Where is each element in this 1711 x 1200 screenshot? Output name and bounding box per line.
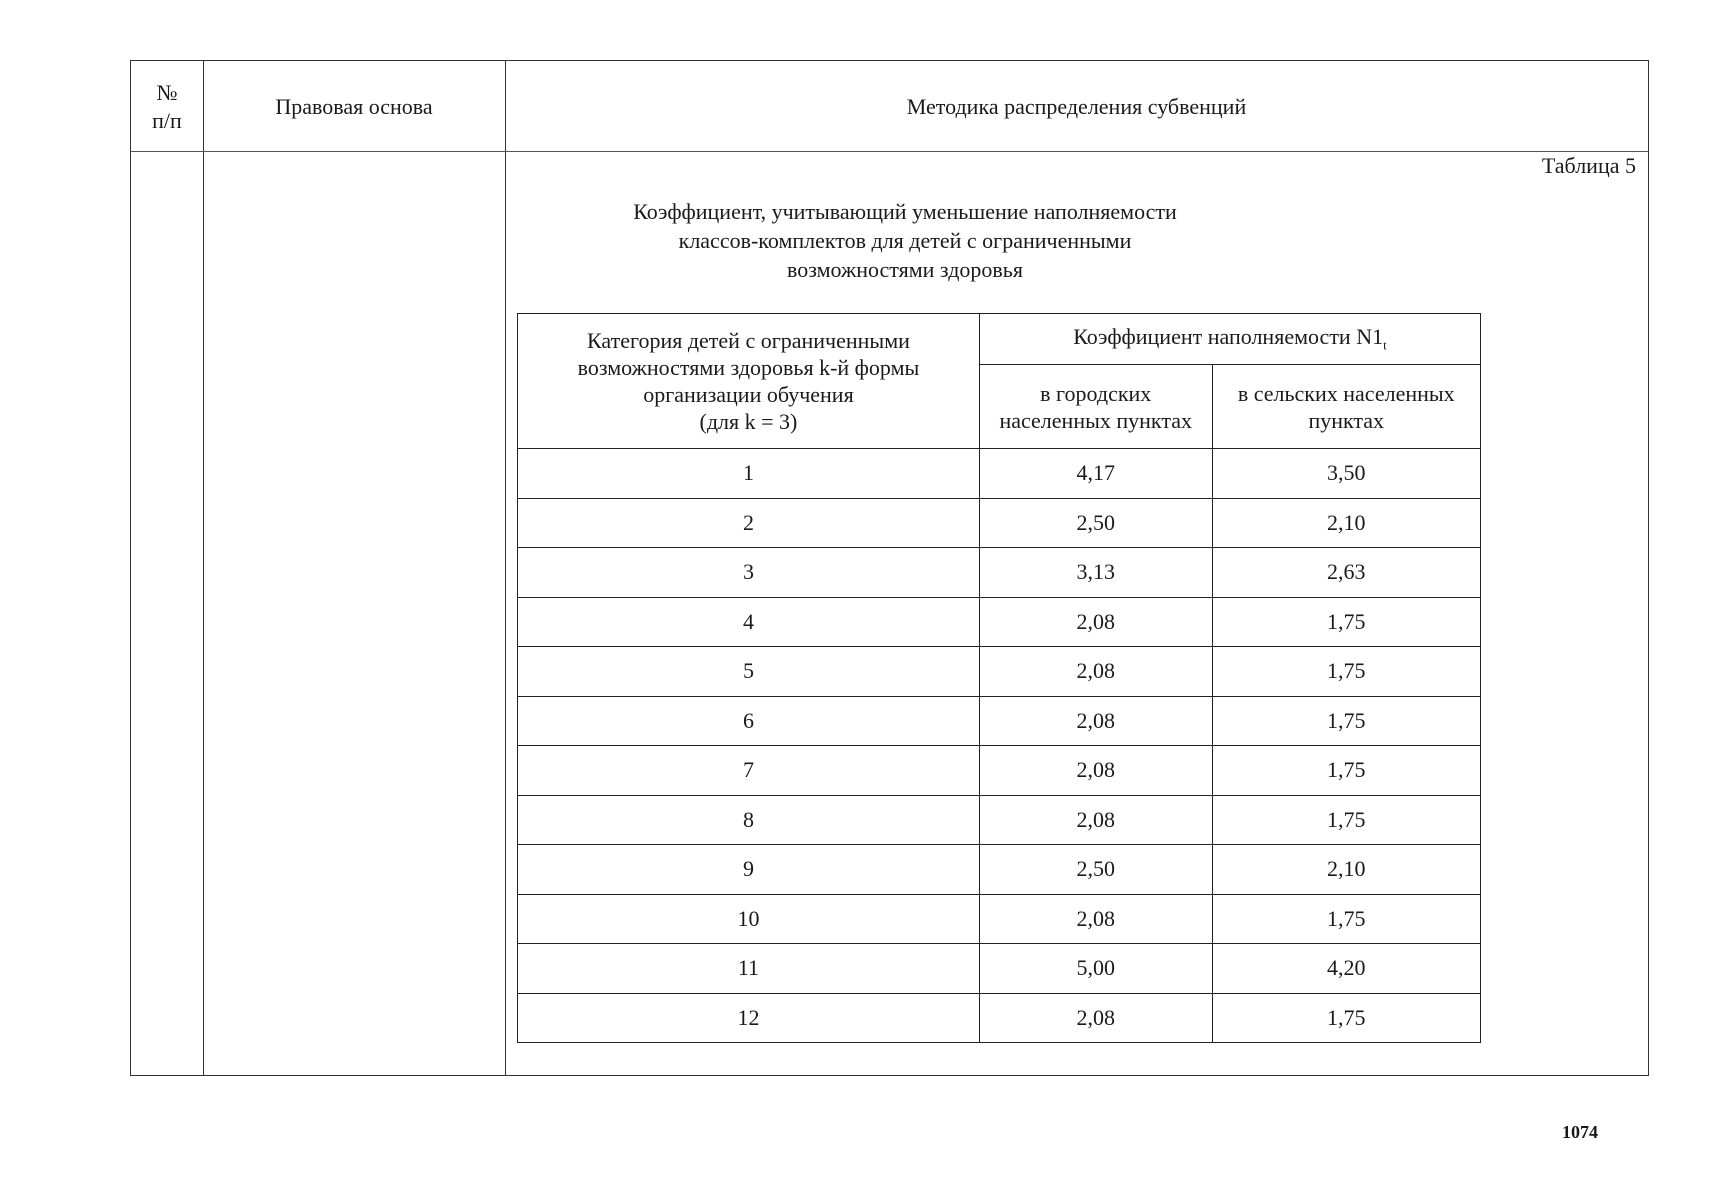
table-row	[518, 449, 1481, 499]
table-row	[518, 548, 1481, 598]
rural-value-cell: 3,50	[1212, 449, 1480, 499]
coefficient-header-text: Коэффициент наполняемости N1	[1073, 324, 1384, 350]
table-row	[518, 993, 1481, 1043]
table-row	[518, 696, 1481, 746]
coefficient-table	[517, 313, 1481, 1043]
rural-value-cell: 1,75	[1212, 696, 1480, 746]
category-cell: 5	[518, 647, 980, 697]
category-cell: 8	[518, 795, 980, 845]
urban-value-cell: 3,13	[979, 548, 1212, 598]
page-number: 1074	[1562, 1122, 1598, 1142]
category-cell: 11	[518, 944, 980, 994]
table-row	[518, 597, 1481, 647]
rural-value-cell: 2,10	[1212, 845, 1480, 895]
rural-value-cell: 2,63	[1212, 548, 1480, 598]
urban-value-cell: 4,17	[979, 449, 1212, 499]
category-cell: 9	[518, 845, 980, 895]
rural-value-cell: 1,75	[1212, 597, 1480, 647]
urban-value-cell: 2,08	[979, 894, 1212, 944]
category-cell: 4	[518, 597, 980, 647]
rural-value-cell: 1,75	[1212, 795, 1480, 845]
urban-value-cell: 2,08	[979, 647, 1212, 697]
urban-value-cell: 2,50	[979, 498, 1212, 548]
outer-frame-table	[130, 60, 1649, 1076]
category-cell: 12	[518, 993, 980, 1043]
column-divider	[203, 61, 204, 1075]
rural-value-cell: 4,20	[1212, 944, 1480, 994]
rural-value-cell: 1,75	[1212, 746, 1480, 796]
urban-value-cell: 5,00	[979, 944, 1212, 994]
table-row	[518, 647, 1481, 697]
rural-value-cell: 1,75	[1212, 647, 1480, 697]
urban-value-cell: 2,50	[979, 845, 1212, 895]
table-row	[518, 845, 1481, 895]
table-row	[518, 746, 1481, 796]
category-cell: 7	[518, 746, 980, 796]
column-header-methodology: Методика распределения субвенций	[906, 94, 1247, 119]
rural-value-cell: 1,75	[1212, 894, 1480, 944]
table-row	[518, 795, 1481, 845]
rural-header: в сельских населенных пунктах	[1212, 365, 1480, 449]
column-header-number: № п/п	[152, 80, 182, 133]
urban-value-cell: 2,08	[979, 696, 1212, 746]
category-cell: 6	[518, 696, 980, 746]
rural-value-cell: 1,75	[1212, 993, 1480, 1043]
category-cell: 10	[518, 894, 980, 944]
column-header-legal-basis: Правовая основа	[275, 94, 433, 119]
coefficient-header-subscript: t	[1383, 337, 1387, 353]
rural-value-cell: 2,10	[1212, 498, 1480, 548]
table-row	[518, 498, 1481, 548]
coefficient-header	[979, 314, 1480, 365]
urban-value-cell: 2,08	[979, 597, 1212, 647]
table-number-label: Таблица 5	[1541, 153, 1636, 178]
category-cell: 3	[518, 548, 980, 598]
table-caption: Коэффициент, учитывающий уменьшение наполняемости классов-комплектов для детей с ограниченными возможностями здоровья	[633, 199, 1177, 282]
table-row	[518, 894, 1481, 944]
table-row	[518, 944, 1481, 994]
category-header: Категория детей с ограниченными возможностями здоровья k-й формы организации обучения (для k = 3)	[518, 314, 980, 449]
category-cell: 1	[518, 449, 980, 499]
urban-value-cell: 2,08	[979, 795, 1212, 845]
category-cell: 2	[518, 498, 980, 548]
urban-value-cell: 2,08	[979, 993, 1212, 1043]
urban-header: в городских населенных пунктах	[979, 365, 1212, 449]
header-divider	[131, 151, 1648, 152]
urban-value-cell: 2,08	[979, 746, 1212, 796]
